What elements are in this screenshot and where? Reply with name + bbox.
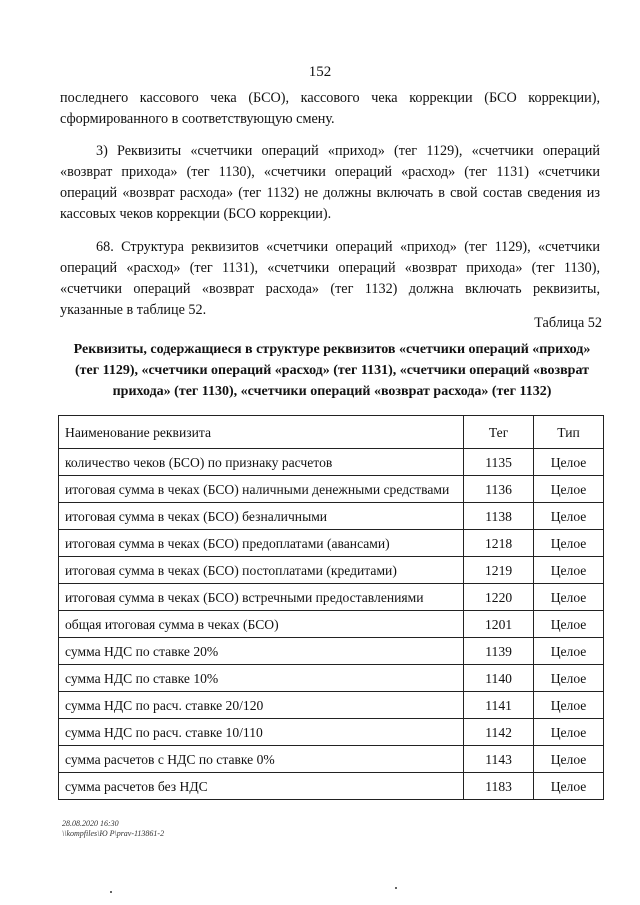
cell-name: сумма НДС по ставке 20% [59, 638, 464, 665]
table-row [59, 557, 604, 584]
cell-tag: 1140 [464, 665, 534, 692]
document-footer [62, 819, 164, 839]
cell-tag: 1220 [464, 584, 534, 611]
cell-type: Целое [534, 773, 604, 800]
cell-tag: 1183 [464, 773, 534, 800]
cell-tag: 1142 [464, 719, 534, 746]
scan-speck [395, 887, 397, 889]
cell-tag: 1135 [464, 449, 534, 476]
cell-name: сумма расчетов без НДС [59, 773, 464, 800]
cell-type: Целое [534, 692, 604, 719]
cell-tag: 1138 [464, 503, 534, 530]
cell-name: сумма расчетов с НДС по ставке 0% [59, 746, 464, 773]
cell-name: итоговая сумма в чеках (БСО) постоплатами (кредитами) [59, 557, 464, 584]
table-row [59, 665, 604, 692]
cell-type: Целое [534, 611, 604, 638]
table-title: Реквизиты, содержащиеся в структуре реквизитов «счетчики операций «приход» (тег 1129), «счетчики операций «расход» (тег 1131), «счетчики операций «возврат прихода» (тег 1130), «счетчики операций «возврат расхода» (тег 1132) [73, 342, 591, 399]
cell-name: итоговая сумма в чеках (БСО) наличными денежными средствами [59, 476, 464, 503]
table-row [59, 746, 604, 773]
paragraph-68: 68. Структура реквизитов «счетчики операций «приход» (тег 1129), «счетчики операций «расход» (тег 1131), «счетчики операций «возврат прихода» (тег 1130), «счетчики операций «возврат расхода» (тег 1132) должна включать реквизиты, указанные в таблице 52. [60, 239, 600, 318]
table-row [59, 476, 604, 503]
cell-tag: 1201 [464, 611, 534, 638]
cell-tag: 1136 [464, 476, 534, 503]
cell-type: Целое [534, 719, 604, 746]
cell-tag: 1143 [464, 746, 534, 773]
cell-tag: 1141 [464, 692, 534, 719]
cell-name: сумма НДС по ставке 10% [59, 665, 464, 692]
footer-file-path: \\kompfiles\Ю Р\prav-113861-2 [62, 829, 165, 838]
table-row [59, 638, 604, 665]
table-row [59, 449, 604, 476]
cell-type: Целое [534, 746, 604, 773]
header-type: Тип [534, 416, 604, 449]
cell-type: Целое [534, 476, 604, 503]
requisites-table [58, 415, 604, 800]
cell-type: Целое [534, 638, 604, 665]
cell-name: сумма НДС по расч. ставке 20/120 [59, 692, 464, 719]
cell-type: Целое [534, 503, 604, 530]
cell-tag: 1139 [464, 638, 534, 665]
cell-type: Целое [534, 449, 604, 476]
page-number: 152 [308, 64, 332, 80]
cell-name: общая итоговая сумма в чеках (БСО) [59, 611, 464, 638]
cell-name: итоговая сумма в чеках (БСО) безналичными [59, 503, 464, 530]
cell-name: итоговая сумма в чеках (БСО) предоплатами (авансами) [59, 530, 464, 557]
table-row [59, 584, 604, 611]
cell-name: количество чеков (БСО) по признаку расчетов [59, 449, 464, 476]
cell-type: Целое [534, 665, 604, 692]
cell-name: сумма НДС по расч. ставке 10/110 [59, 719, 464, 746]
table-row [59, 503, 604, 530]
cell-type: Целое [534, 530, 604, 557]
cell-tag: 1219 [464, 557, 534, 584]
cell-type: Целое [534, 557, 604, 584]
table-row [59, 692, 604, 719]
table-row [59, 530, 604, 557]
header-tag: Тег [464, 416, 534, 449]
paragraph-continuation: последнего кассового чека (БСО), кассового чека коррекции (БСО коррекции), сформированного в соответствующую смену. [60, 90, 600, 127]
table-row [59, 611, 604, 638]
paragraph-item-3: 3) Реквизиты «счетчики операций «приход» (тег 1129), «счетчики операций «возврат прихода» (тег 1130), «счетчики операций «расход» (тег 1131) «счетчики операций «возврат расхода» (тег 1132) не должны включать в свой состав сведения из кассовых чеков коррекции (БСО коррекции). [60, 143, 600, 222]
cell-name: итоговая сумма в чеках (БСО) встречными предоставлениями [59, 584, 464, 611]
cell-tag: 1218 [464, 530, 534, 557]
table-row [59, 719, 604, 746]
scan-speck [110, 891, 112, 893]
table-row [59, 773, 604, 800]
table-label: Таблица 52 [534, 315, 602, 331]
table-header-row [59, 416, 604, 449]
header-name: Наименование реквизита [59, 416, 464, 449]
footer-timestamp: 28.08.2020 16:30 [62, 819, 119, 828]
cell-type: Целое [534, 584, 604, 611]
